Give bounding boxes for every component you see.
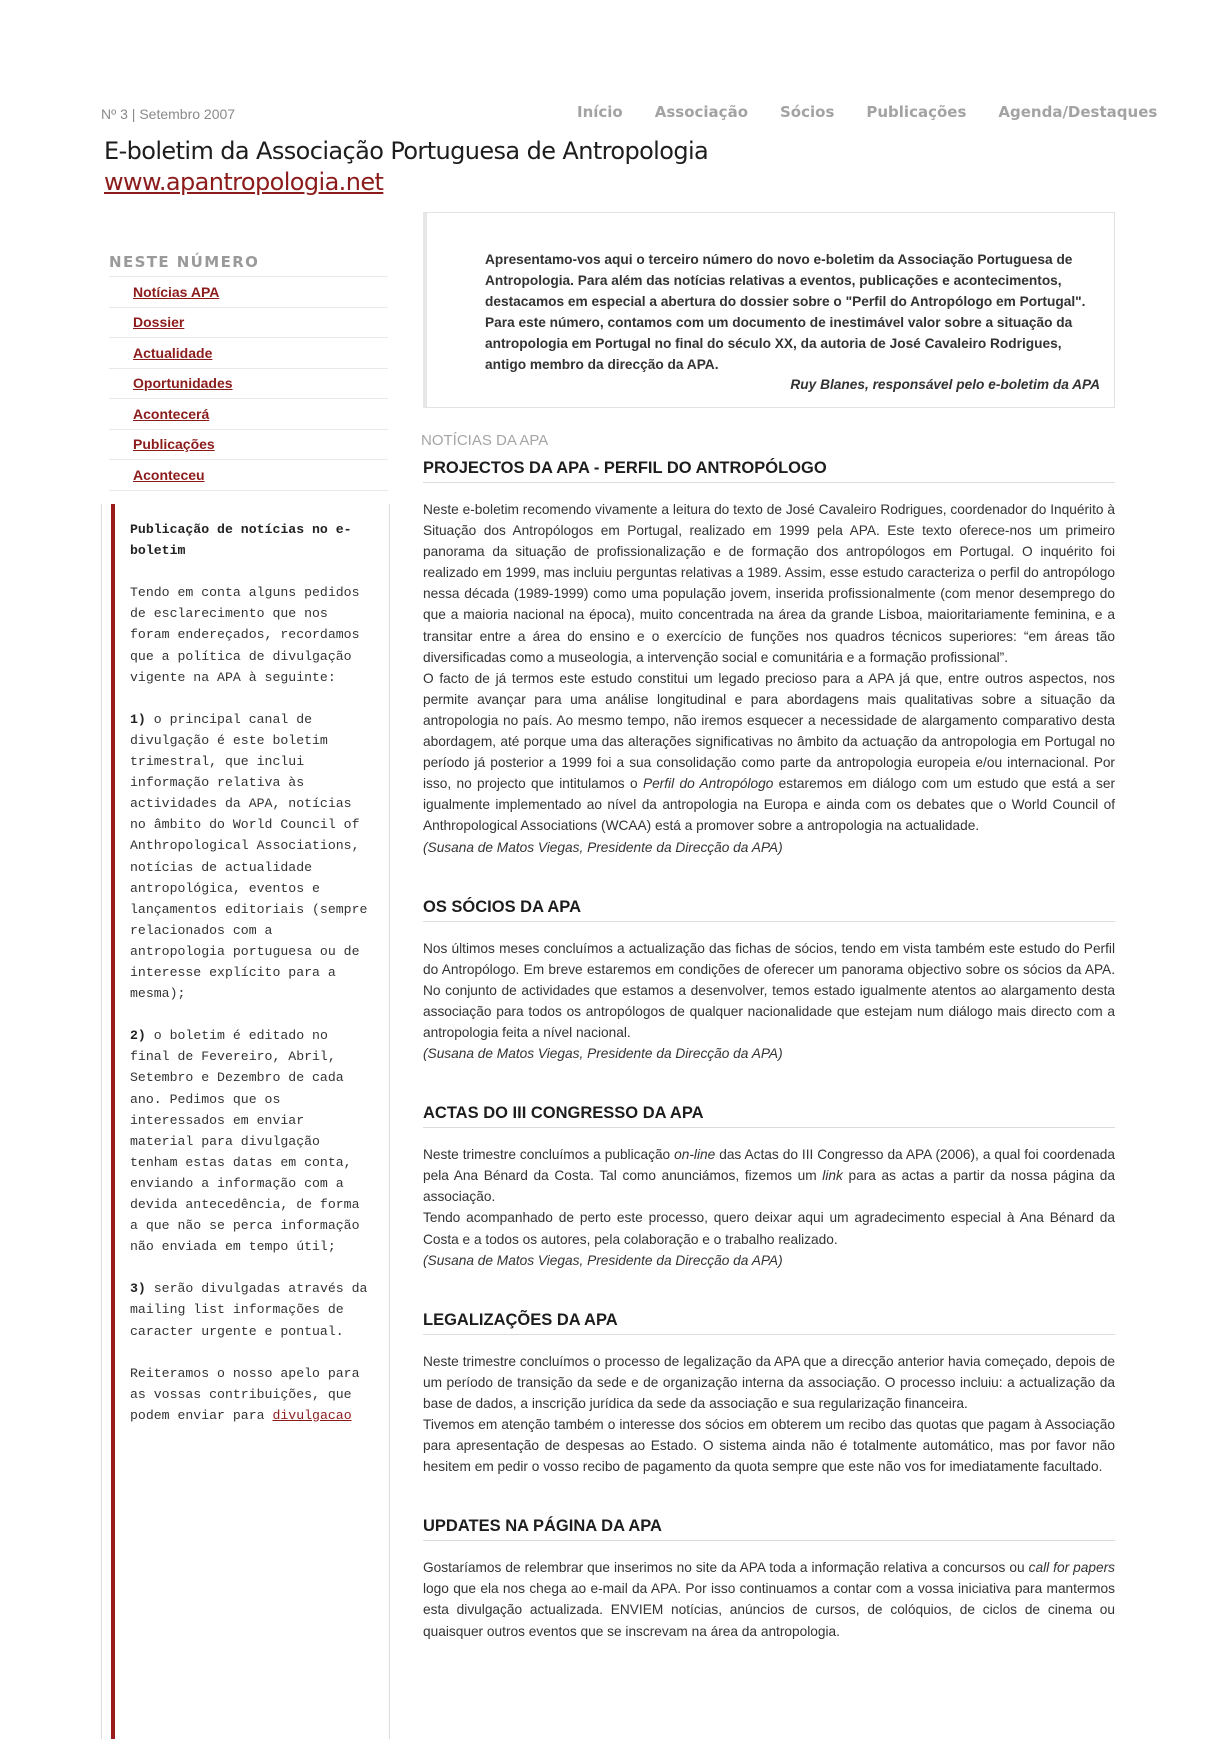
article-paragraph: Neste e-boletim recomendo vivamente a leitura do texto de José Cavaleiro Rodrigues, coordenador do Inquérito à Situação dos Antropólogos em Portugal, realizado em 1999 pela APA. Este texto oferece-nos um primeiro panorama da situação de profissionalização e de formação dos antropólogos em Portugal. O inquérito foi realizado em 1999, mas incluiu perguntas relativas a 1989. Assim, esse estudo caracteriza o perfil do antropólogo nessa década (1989-1999) como uma população jovem, inserida profissionalmente (com menor desemprego do que a maioria nacional na época), muito concentrada na área da grande Lisboa, maioritariamente feminina, e a transitar entre a área do ensino e o exercício de funções nos quadros técnicos superiores: “em áreas tão diversificadas como a museologia, a intervenção social e comunitária e a formação profissional”. [423,502,1115,665]
notice-point-2-num: 2) [130,1028,146,1044]
notice-point-3-num: 3) [130,1281,146,1297]
paragraph-text: das Actas do III Congresso da APA (2006), a qual foi coordenada pela Ana Bénard da Costa. Tal como anunciámos, fizemos um [423,1147,1115,1184]
sidebar-item-acontecera [109,399,388,430]
article-socios [423,898,1115,1065]
top-nav [577,103,1157,121]
article-title: ACTAS DO III CONGRESSO DA APA [423,1104,1115,1128]
article-paragraph [423,668,1115,837]
intro-box [423,212,1115,408]
notice-intro: Tendo em conta alguns pedidos de esclarecimento que nos foram endereçados, recordamos que a política de divulgação vigente na APA à seguinte: [130,585,360,685]
article-legalizacoes [423,1311,1115,1478]
issue-date: Nº 3 | Setembro 2007 [101,106,236,122]
notice-point-2-text: o boletim é editado no final de Fevereiro, Abril, Setembro e Dezembro de cada ano. Pedimos que os interessados em enviar material para divulgação tenham estas datas em conta, enviando a informação com a devida antecedência, de forma a que não se perca informação não enviada em tempo útil; [130,1028,360,1255]
sidebar-menu [109,276,388,491]
paragraph-text: Gostaríamos de relembrar que inserimos no site da APA toda a informação relativa a concursos ou [423,1560,1029,1576]
sidebar-item-oportunidades [109,369,388,400]
article-title: PROJECTOS DA APA - PERFIL DO ANTROPÓLOGO [423,459,1115,483]
article-perfil [423,459,1115,858]
article-body [423,1351,1115,1478]
sidebar-link-noticias[interactable]: Notícias APA [133,283,220,300]
main-content [423,459,1115,1682]
sidebar-link-aconteceu[interactable]: Aconteceu [133,466,205,483]
article-actas [423,1104,1115,1271]
sidebar-item-dossier [109,308,388,339]
paragraph-text: Neste trimestre concluímos a publicação [423,1147,675,1163]
article-author: (Susana de Matos Viegas, Presidente da Direcção da APA) [423,1252,783,1268]
emphasis-text: Perfil do Antropólogo [642,776,774,792]
article-paragraph [423,1144,1115,1207]
notice-point-1 [130,709,373,1004]
notice-appeal-text: Reiteramos o nosso apelo para as vossas contribuições, que podem enviar para [130,1365,360,1423]
article-paragraph: Neste trimestre concluímos o processo de legalização da APA que a direcção anterior havia começado, depois de um período de transição da sede e de organização interna da associação. O processo incluiu: a actualização da base de dados, a inscrição jurídica da sede da associação e sua regularização financeira. [423,1353,1115,1411]
nav-agenda[interactable]: Agenda/Destaques [998,103,1158,121]
nav-socios[interactable]: Sócios [780,103,835,121]
notice-point-1-num: 1) [130,711,146,727]
article-title: OS SÓCIOS DA APA [423,898,1115,922]
article-paragraph: Nos últimos meses concluímos a actualização das fichas de sócios, tendo em vista também este estudo do Perfil do Antropólogo. Em breve estaremos em condições de oferecer um panorama objectivo sobre os sócios da APA. No conjunto de actividades que estamos a desenvolver, temos estado igualmente atentos ao alargamento desta associação para todos os antropólogos de qualquer nacionalidade que estejam num diálogo mais directo com a antropologia feita a nível nacional. [423,940,1115,1040]
sidebar-link-dossier[interactable]: Dossier [133,314,185,331]
site-title: E-boletim da Associação Portuguesa de Antropologia [104,137,709,165]
paragraph-text: logo que ela nos chega ao e-mail da APA. Por isso continuamos a contar com a vossa iniciativa para mantermos esta divulgação actualizada. ENVIEM notícias, anúncios de cursos, de colóquios, de ciclos de cinema ou quaisquer outros eventos que se inscrevam na área da antropologia. [423,1581,1115,1639]
sidebar-link-actualidade[interactable]: Actualidade [133,344,213,361]
intro-signature: Ruy Blanes, responsável pelo e-boletim da APA [790,377,1100,392]
sidebar-item-actualidade [109,338,388,369]
article-updates [423,1517,1115,1641]
article-body [423,1557,1115,1641]
paragraph-text: O facto de já termos este estudo constitui um legado precioso para a APA já que, entre outros aspectos, nos permite avançar para uma análise longitudinal e para abordagens mais qualitativas sobre a situação da antropologia no país. Ao mesmo tempo, não iremos esquecer a necessidade de alargamento comparativo desta abordagem, até porque uma das alterações significativas no âmbito da actuação da antropologia em Portugal no período já posterior a 1999 foi a sua consolidação como parte da antropologia europeia e/ou internacional. Por isso, no projecto que intitulamos o [423,670,1115,792]
article-title: UPDATES NA PÁGINA DA APA [423,1517,1115,1541]
emphasis-text: call for papers [1028,1560,1115,1576]
notice-point-2 [130,1025,373,1257]
site-url-link[interactable]: www.apantropologia.net [104,168,384,196]
article-author: (Susana de Matos Viegas, Presidente da Direcção da APA) [423,1046,783,1062]
nav-publicacoes[interactable]: Publicações [866,103,967,121]
sidebar-link-publicacoes[interactable]: Publicações [133,436,215,453]
notice-title: Publicação de notícias no e-boletim [130,522,352,559]
notice-appeal [130,1363,373,1426]
sidebar-item-noticias [109,277,388,308]
article-paragraph [423,1557,1115,1641]
article-body [423,938,1115,1065]
sidebar-link-acontecera[interactable]: Acontecerá [133,405,210,422]
nav-associacao[interactable]: Associação [654,103,748,121]
emphasis-text: link [822,1168,843,1184]
sidebar-item-aconteceu [109,460,388,491]
sidebar-link-oportunidades[interactable]: Oportunidades [133,375,233,392]
sidebar-item-publicacoes [109,430,388,461]
article-title: LEGALIZAÇÕES DA APA [423,1311,1115,1335]
notice-point-3 [130,1278,373,1341]
section-label: NOTÍCIAS DA APA [421,432,549,449]
notice-box [111,504,373,1739]
article-paragraph: Tendo acompanhado de perto este processo, quero deixar aqui um agradecimento especial à Ana Bénard da Costa e a todos os autores, pela colaboração e o trabalho realizado. [423,1210,1115,1247]
article-paragraph: Tivemos em atenção também o interesse dos sócios em obterem um recibo das quotas que pagam à Associação para apresentação de despesas ao Estado. O sistema ainda não é totalmente automático, mas por favor não hesitem em pedir o vosso recibo de pagamento da quota sempre que este não vos for imediatamente facultado. [423,1417,1115,1475]
paragraph-text: estaremos em diálogo com um estudo que está a ser igualmente implementado ao nível da antropologia na Europa e ainda com os debates que o World Council of Anthropological Associations (WCAA) está a promover sobre a antropologia na actualidade. [423,776,1116,834]
emphasis-text: on-line [674,1147,716,1163]
paragraph-text: para as actas a partir da nossa página da associação. [423,1168,1116,1205]
sidebar-heading: NESTE NÚMERO [109,253,260,271]
notice-email-link[interactable]: divulgacao [272,1407,352,1423]
nav-inicio[interactable]: Início [577,103,623,121]
article-author: (Susana de Matos Viegas, Presidente da Direcção da APA) [423,839,783,855]
notice-point-3-text: serão divulgadas através da mailing list informações de caracter urgente e pontual. [130,1281,368,1339]
intro-text: Apresentamo-vos aqui o terceiro número do novo e-boletim da Associação Portuguesa de Antropologia. Para além das notícias relativas a eventos, publicações e acontecimentos, destacamos em especial a abertura do dossier sobre o "Perfil do Antropólogo em Portugal". Para este número, contamos com um documento de inestimável valor sobre a situação da antropologia em Portugal no final do século XX, da autoria de José Cavaleiro Rodrigues, antigo membro da direcção da APA. [485,252,1086,372]
article-body [423,1144,1115,1271]
article-body [423,499,1115,858]
notice-point-1-text: o principal canal de divulgação é este boletim trimestral, que inclui informação relativa às actividades da APA, notícias no âmbito do World Council of Anthropological Associations, notícias de actualidade antropológica, eventos e lançamentos editoriais (sempre relacionados com a antropologia portuguesa ou de interesse explícito para a mesma); [130,711,368,1002]
